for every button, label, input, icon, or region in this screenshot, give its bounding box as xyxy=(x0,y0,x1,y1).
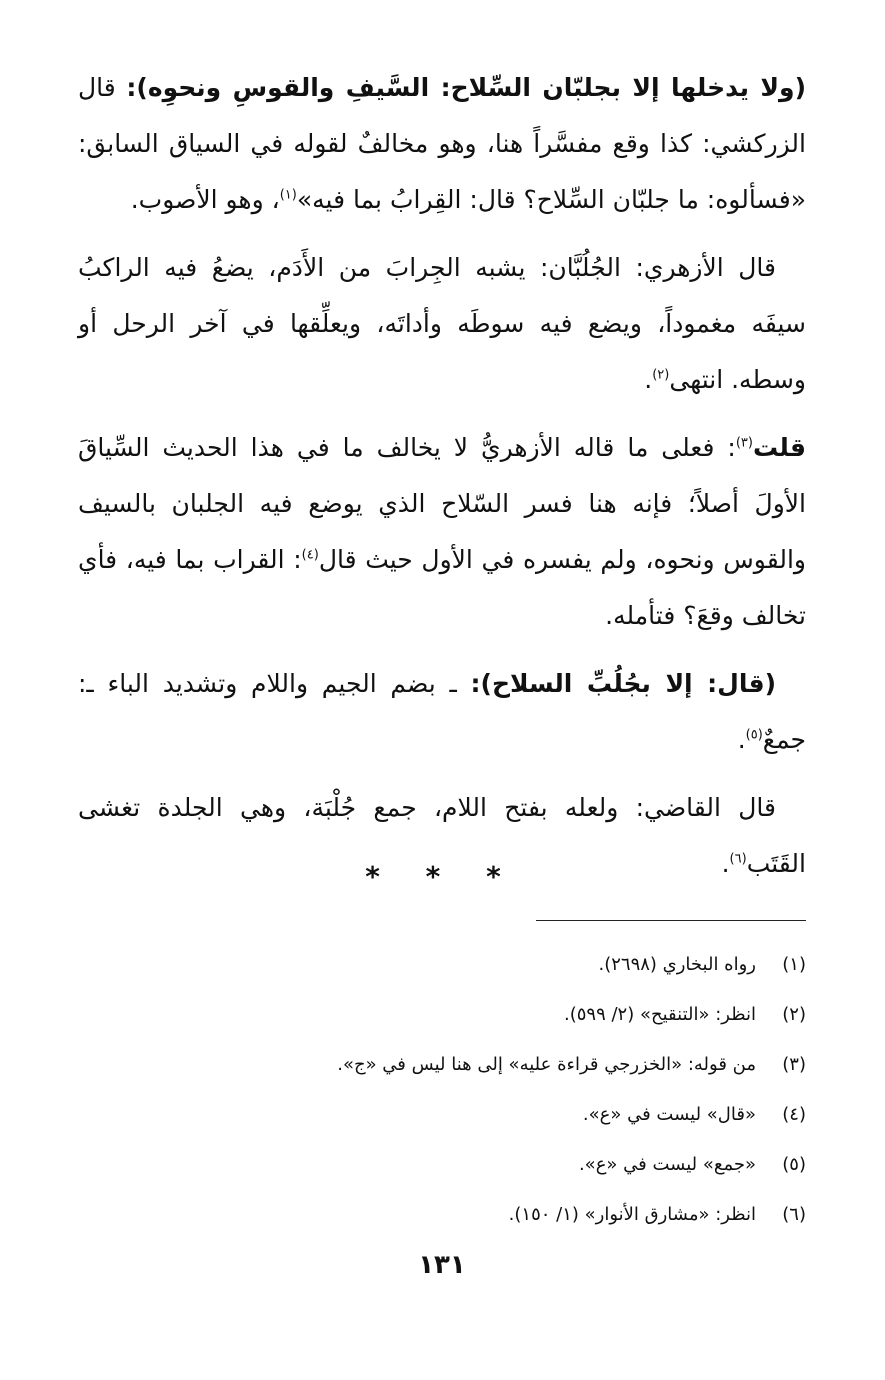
footnote-item xyxy=(78,1090,806,1140)
footnote-number: (٣) xyxy=(782,1054,806,1075)
main-text xyxy=(78,60,806,892)
footnote-ref-5[interactable]: (٥) xyxy=(745,727,763,743)
paragraph-2-end: . xyxy=(644,365,653,394)
footnote-number: (٢) xyxy=(782,1004,806,1025)
footnote-item xyxy=(78,1190,806,1240)
footnote-number: (١) xyxy=(782,954,806,975)
quoted-hadith-text: (ولا يدخلها إلا بجلبّان السِّلاح: السَّيفِ والقوسِ ونحوِه): xyxy=(126,73,806,102)
paragraph-1 xyxy=(78,60,806,228)
footnote-item xyxy=(78,1140,806,1190)
qultu-label: قلت xyxy=(752,433,806,462)
footnote-text: من قوله: «الخزرجي قراءة عليه» إلى هنا ليس في «ج». xyxy=(337,1054,756,1075)
footnote-ref-6[interactable]: (٦) xyxy=(729,851,747,867)
paragraph-3-end: : القراب بما فيه، فأي تخالف وقعَ؟ فتأمله. xyxy=(78,545,806,630)
paragraph-3-text: : فعلى ما قاله الأزهريُّ لا يخالف ما في هذا الحديث السِّياقَ الأولَ أصلاً؛ فإنه هنا فسر السّلاح الذي يوضع فيه الجلبان بالسيف والقوس ونحوه، ولم يفسره في الأول حيث قال xyxy=(78,433,807,574)
footnote-divider xyxy=(536,920,806,921)
footnote-text: «قال» ليست في «ع». xyxy=(582,1104,756,1125)
footnote-item xyxy=(78,1040,806,1090)
footnotes xyxy=(78,940,806,1240)
paragraph-3 xyxy=(78,420,806,644)
paragraph-4-text: ـ بضم الجيم واللام وتشديد الباء ـ: جمعٌ xyxy=(78,669,806,754)
footnote-text: رواه البخاري (٢٦٩٨). xyxy=(598,954,756,975)
paragraph-5-text: قال القاضي: ولعله بفتح اللام، جمع جُلْبَة، وهي الجلدة تغشى القَتَب xyxy=(78,793,806,878)
quoted-hadith-text-2: (قال: إلا بجُلُبِّ السلاح): xyxy=(470,669,777,698)
paragraph-5-end: . xyxy=(721,849,730,878)
paragraph-1-end: ، وهو الأصوب. xyxy=(130,185,280,214)
footnote-ref-2[interactable]: (٢) xyxy=(652,367,670,383)
footnote-item xyxy=(78,990,806,1040)
paragraph-4-end: . xyxy=(737,725,746,754)
footnote-ref-1[interactable]: (١) xyxy=(279,187,297,203)
footnote-text: انظر: «التنقيح» (٢/ ٥٩٩). xyxy=(563,1004,756,1025)
footnote-ref-3[interactable]: (٣) xyxy=(735,435,753,451)
footnote-item xyxy=(78,940,806,990)
section-separator: * * * xyxy=(365,860,519,893)
footnote-text: «جمع» ليست في «ع». xyxy=(578,1154,756,1175)
page-number: ١٣١ xyxy=(418,1250,466,1280)
paragraph-2 xyxy=(78,240,806,408)
footnote-number: (٤) xyxy=(782,1104,806,1125)
book-page xyxy=(78,60,806,1360)
footnote-ref-4[interactable]: (٤) xyxy=(301,547,319,563)
paragraph-2-text: قال الأزهري: الجُلُبَّان: يشبه الجِرابَ من الأَدَم، يضعُ فيه الراكبُ سيفَه مغموداً، ويضع فيه سوطَه وأداتَه، ويعلِّقها في آخر الرحل أو وسطه. انتهى xyxy=(78,253,806,394)
footnote-number: (٥) xyxy=(782,1154,806,1175)
footnote-number: (٦) xyxy=(782,1204,806,1225)
footnote-text: انظر: «مشارق الأنوار» (١/ ١٥٠). xyxy=(508,1204,756,1225)
paragraph-4 xyxy=(78,656,806,768)
paragraph-1-text: قال الزركشي: كذا وقع مفسَّراً هنا، وهو مخالفٌ لقوله في السياق السابق: «فسألوه: ما جلبّان السِّلاح؟ قال: القِرابُ بما فيه» xyxy=(78,73,806,214)
